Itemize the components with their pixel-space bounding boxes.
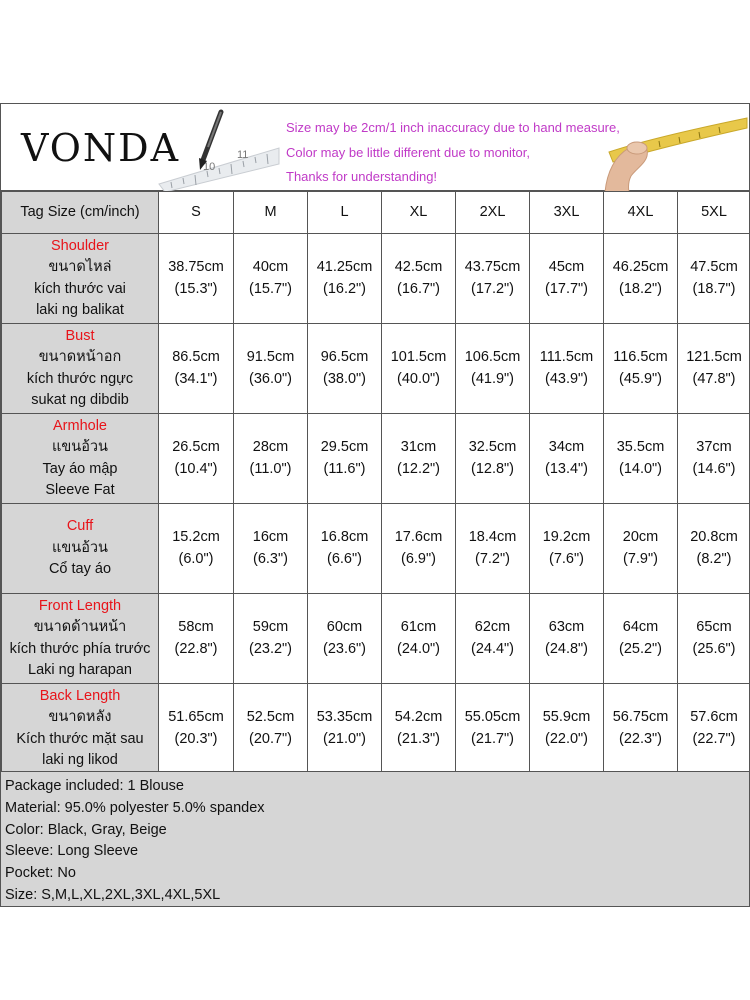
value-cm: 86.5cm <box>172 349 220 365</box>
measurement-translation: laki ng likod <box>42 752 118 768</box>
measurement-translation: laki ng balikat <box>36 302 124 318</box>
value-inch: (21.0") <box>322 730 367 747</box>
measurement-value-cell <box>159 504 234 594</box>
measurement-value-cell <box>382 684 456 774</box>
value-cm: 58cm <box>178 619 214 635</box>
value-cm: 59cm <box>252 619 289 635</box>
measurement-value-cell <box>678 594 750 684</box>
value-inch: (23.2") <box>248 640 293 657</box>
measurement-value-cell <box>159 594 234 684</box>
measurement-value-cell <box>382 594 456 684</box>
measurement-translation: Kích thước mặt sau <box>16 730 144 747</box>
value-cm: 26.5cm <box>172 439 220 455</box>
measurement-title: Bust <box>65 327 95 344</box>
measurement-value-cell <box>456 234 530 324</box>
measurement-value-cell <box>308 234 382 324</box>
value-inch: (18.7") <box>692 280 736 297</box>
measurement-value-cell <box>530 234 604 324</box>
measurement-translation: Laki ng harapan <box>28 662 132 678</box>
measurement-translation: ขนาดไหล่ <box>48 259 112 275</box>
value-cm: 61cm <box>400 619 437 635</box>
info-size: Size: S,M,L,XL,2XL,3XL,4XL,5XL <box>5 886 221 903</box>
value-cm: 106.5cm <box>464 349 521 365</box>
value-inch: (7.9") <box>623 550 658 567</box>
value-inch: (11.6") <box>323 460 366 477</box>
value-inch: (23.6") <box>322 640 367 657</box>
value-cm: 28cm <box>252 439 289 455</box>
size-header-cell: M <box>234 192 308 234</box>
value-inch: (24.4") <box>470 640 515 657</box>
measurement-row <box>2 234 750 324</box>
measurement-value-cell <box>530 504 604 594</box>
measurement-translation: kích thước ngực <box>26 370 134 387</box>
measurement-value-cell <box>604 594 678 684</box>
value-inch: (25.6") <box>692 640 736 657</box>
info-pocket: Pocket: No <box>5 865 76 882</box>
measurement-value-cell <box>530 594 604 684</box>
value-inch: (34.1") <box>174 370 218 387</box>
measurement-translation: kích thước phía trước <box>9 640 151 657</box>
value-cm: 20cm <box>622 529 659 545</box>
info-color: Color: Black, Gray, Beige <box>5 821 167 838</box>
value-cm: 46.25cm <box>612 259 669 275</box>
hand-tape-measure-icon <box>599 112 749 192</box>
value-inch: (24.0") <box>396 640 441 657</box>
value-cm: 101.5cm <box>390 349 447 365</box>
chart-header <box>1 104 749 191</box>
value-cm: 54.2cm <box>394 709 443 725</box>
measurement-title: Back Length <box>39 687 121 704</box>
measurement-translation: แขนอ้วน <box>52 539 108 556</box>
value-inch: (22.7") <box>692 730 736 747</box>
value-inch: (36.0") <box>248 370 293 387</box>
value-inch: (25.2") <box>618 640 663 657</box>
measurement-row <box>2 684 750 774</box>
value-cm: 111.5cm <box>539 349 594 365</box>
measurement-value-cell <box>456 594 530 684</box>
value-inch: (13.4") <box>544 460 589 477</box>
value-inch: (11.0") <box>249 460 292 477</box>
value-cm: 18.4cm <box>468 529 517 545</box>
value-inch: (41.9") <box>470 370 515 387</box>
measurement-value-cell <box>234 414 308 504</box>
value-inch: (20.3") <box>174 730 218 747</box>
value-inch: (40.0") <box>396 370 441 387</box>
product-info <box>1 771 749 906</box>
measurement-value-cell <box>234 684 308 774</box>
notice-line-3: Thanks for understanding! <box>286 169 438 184</box>
value-cm: 31cm <box>400 439 437 455</box>
value-inch: (20.7") <box>248 730 293 747</box>
measurement-row <box>2 504 750 594</box>
measurement-translation: Tay áo mập <box>42 460 118 477</box>
value-cm: 91.5cm <box>246 349 295 365</box>
measurement-value-cell <box>382 324 456 414</box>
measurement-label <box>2 504 159 594</box>
measurement-value-cell <box>308 684 382 774</box>
measurement-label <box>2 594 159 684</box>
value-cm: 45cm <box>548 259 585 275</box>
measurement-label <box>2 684 159 774</box>
value-inch: (22.3") <box>618 730 663 747</box>
info-sleeve: Sleeve: Long Sleeve <box>5 843 139 860</box>
value-inch: (8.2") <box>696 550 732 567</box>
value-inch: (17.7") <box>544 280 589 297</box>
value-cm: 64cm <box>622 619 659 635</box>
value-inch: (12.8") <box>470 460 515 477</box>
value-cm: 60cm <box>326 619 363 635</box>
value-inch: (14.6") <box>692 460 736 477</box>
size-header-cell: S <box>159 192 234 234</box>
value-cm: 53.35cm <box>316 709 373 725</box>
value-cm: 43.75cm <box>464 259 521 275</box>
measurement-value-cell <box>456 414 530 504</box>
ruler-tick-10: 10 <box>203 161 216 173</box>
measurement-value-cell <box>604 684 678 774</box>
measurement-value-cell <box>308 414 382 504</box>
measurement-value-cell <box>678 684 750 774</box>
measurement-value-cell <box>530 684 604 774</box>
info-package: Package included: 1 Blouse <box>5 778 184 794</box>
value-cm: 52.5cm <box>246 709 295 725</box>
value-cm: 32.5cm <box>468 439 517 455</box>
value-inch: (6.3") <box>253 550 288 567</box>
size-table <box>1 191 750 774</box>
measurement-label <box>2 234 159 324</box>
measurement-value-cell <box>530 324 604 414</box>
value-inch: (18.2") <box>618 280 663 297</box>
measurement-value-cell <box>456 684 530 774</box>
measurement-value-cell <box>308 594 382 684</box>
value-cm: 47.5cm <box>690 259 738 275</box>
measurement-value-cell <box>159 684 234 774</box>
measurement-translation: ขนาดด้านหน้า <box>33 619 127 635</box>
measurement-value-cell <box>678 324 750 414</box>
value-inch: (21.7") <box>470 730 515 747</box>
measurement-label <box>2 414 159 504</box>
measurement-title: Cuff <box>66 518 94 535</box>
value-cm: 16.8cm <box>320 529 369 545</box>
tag-size-label: Tag Size (cm/inch) <box>2 192 159 234</box>
value-inch: (45.9") <box>618 370 663 387</box>
value-cm: 55.9cm <box>542 709 591 725</box>
size-header-cell: 2XL <box>456 192 530 234</box>
size-header-cell: 5XL <box>678 192 750 234</box>
measurement-translation: Sleeve Fat <box>45 482 115 498</box>
value-cm: 56.75cm <box>612 709 669 725</box>
value-inch: (6.6") <box>327 550 362 567</box>
value-inch: (43.9") <box>544 370 589 387</box>
measurement-value-cell <box>234 234 308 324</box>
value-cm: 16cm <box>252 529 289 545</box>
value-cm: 38.75cm <box>168 259 224 275</box>
size-header-cell: L <box>308 192 382 234</box>
value-cm: 17.6cm <box>394 529 443 545</box>
value-cm: 35.5cm <box>616 439 665 455</box>
size-chart-sheet <box>0 103 750 907</box>
value-cm: 15.2cm <box>172 529 220 545</box>
value-cm: 29.5cm <box>320 439 369 455</box>
measurement-translation: ขนาดหน้าอก <box>38 349 122 365</box>
notice-line-2: Color may be little different due to monitor, <box>286 144 530 160</box>
value-inch: (22.0") <box>544 730 589 747</box>
value-inch: (15.7") <box>248 280 293 297</box>
info-material: Material: 95.0% polyester 5.0% spandex <box>5 799 265 816</box>
value-inch: (22.8") <box>174 640 218 657</box>
value-inch: (16.2") <box>322 280 367 297</box>
value-cm: 37cm <box>696 439 732 455</box>
measurement-value-cell <box>234 324 308 414</box>
measurement-value-cell <box>234 594 308 684</box>
measurement-value-cell <box>604 504 678 594</box>
ruler-pencil-icon <box>151 104 281 191</box>
measurement-value-cell <box>530 414 604 504</box>
measurement-value-cell <box>604 324 678 414</box>
value-inch: (6.0") <box>178 550 214 567</box>
value-cm: 41.25cm <box>316 259 373 275</box>
value-inch: (17.2") <box>470 280 515 297</box>
value-inch: (7.6") <box>549 550 584 567</box>
measurement-value-cell <box>159 414 234 504</box>
size-header-cell: 3XL <box>530 192 604 234</box>
measurement-translation: kích thước vai <box>34 280 126 297</box>
measurement-translation: sukat ng dibdib <box>31 392 129 408</box>
value-inch: (7.2") <box>475 550 510 567</box>
value-inch: (12.2") <box>396 460 441 477</box>
measurement-value-cell <box>382 414 456 504</box>
value-cm: 116.5cm <box>613 349 668 365</box>
measurement-value-cell <box>382 234 456 324</box>
measurement-row <box>2 324 750 414</box>
value-cm: 62cm <box>474 619 511 635</box>
measurement-label <box>2 324 159 414</box>
measurement-row <box>2 414 750 504</box>
ruler-tick-11: 11 <box>237 149 249 161</box>
value-inch: (47.8") <box>692 370 736 387</box>
measurement-value-cell <box>234 504 308 594</box>
size-header-cell: XL <box>382 192 456 234</box>
measurement-value-cell <box>159 234 234 324</box>
value-inch: (21.3") <box>396 730 441 747</box>
value-cm: 42.5cm <box>394 259 443 275</box>
measurement-value-cell <box>456 504 530 594</box>
measurement-translation: Cổ tay áo <box>48 561 112 578</box>
value-inch: (15.3") <box>174 280 218 297</box>
value-cm: 34cm <box>548 439 585 455</box>
value-cm: 65cm <box>696 619 732 635</box>
measurement-title: Shoulder <box>50 237 110 254</box>
measurement-value-cell <box>678 414 750 504</box>
value-cm: 51.65cm <box>168 709 224 725</box>
value-cm: 19.2cm <box>542 529 591 545</box>
measurement-value-cell <box>308 504 382 594</box>
value-cm: 96.5cm <box>320 349 369 365</box>
measurement-row <box>2 594 750 684</box>
measurement-value-cell <box>604 414 678 504</box>
value-inch: (6.9") <box>401 550 436 567</box>
measurement-value-cell <box>678 234 750 324</box>
measurement-title: Front Length <box>38 597 122 614</box>
value-inch: (10.4") <box>174 460 218 477</box>
value-cm: 40cm <box>252 259 289 275</box>
measurement-value-cell <box>604 234 678 324</box>
measurement-value-cell <box>308 324 382 414</box>
measurement-value-cell <box>678 504 750 594</box>
value-inch: (38.0") <box>322 370 367 387</box>
value-inch: (16.7") <box>396 280 441 297</box>
value-cm: 57.6cm <box>690 709 738 725</box>
brand-logo: VONDA <box>21 126 181 170</box>
measurement-translation: แขนอ้วน <box>52 439 108 455</box>
measurement-translation: ขนาดหลัง <box>48 709 112 725</box>
value-cm: 63cm <box>548 619 585 635</box>
measurement-value-cell <box>456 324 530 414</box>
size-header-row <box>2 192 750 234</box>
value-cm: 20.8cm <box>690 529 738 545</box>
measurement-value-cell <box>159 324 234 414</box>
measurement-value-cell <box>382 504 456 594</box>
size-header-cell: 4XL <box>604 192 678 234</box>
value-inch: (24.8") <box>544 640 589 657</box>
value-cm: 121.5cm <box>686 349 742 365</box>
value-cm: 55.05cm <box>464 709 521 725</box>
value-inch: (14.0") <box>618 460 663 477</box>
measurement-notice <box>286 116 620 190</box>
measurement-title: Armhole <box>53 417 107 434</box>
notice-line-1: Size may be 2cm/1 inch inaccuracy due to hand measure, <box>286 120 620 135</box>
